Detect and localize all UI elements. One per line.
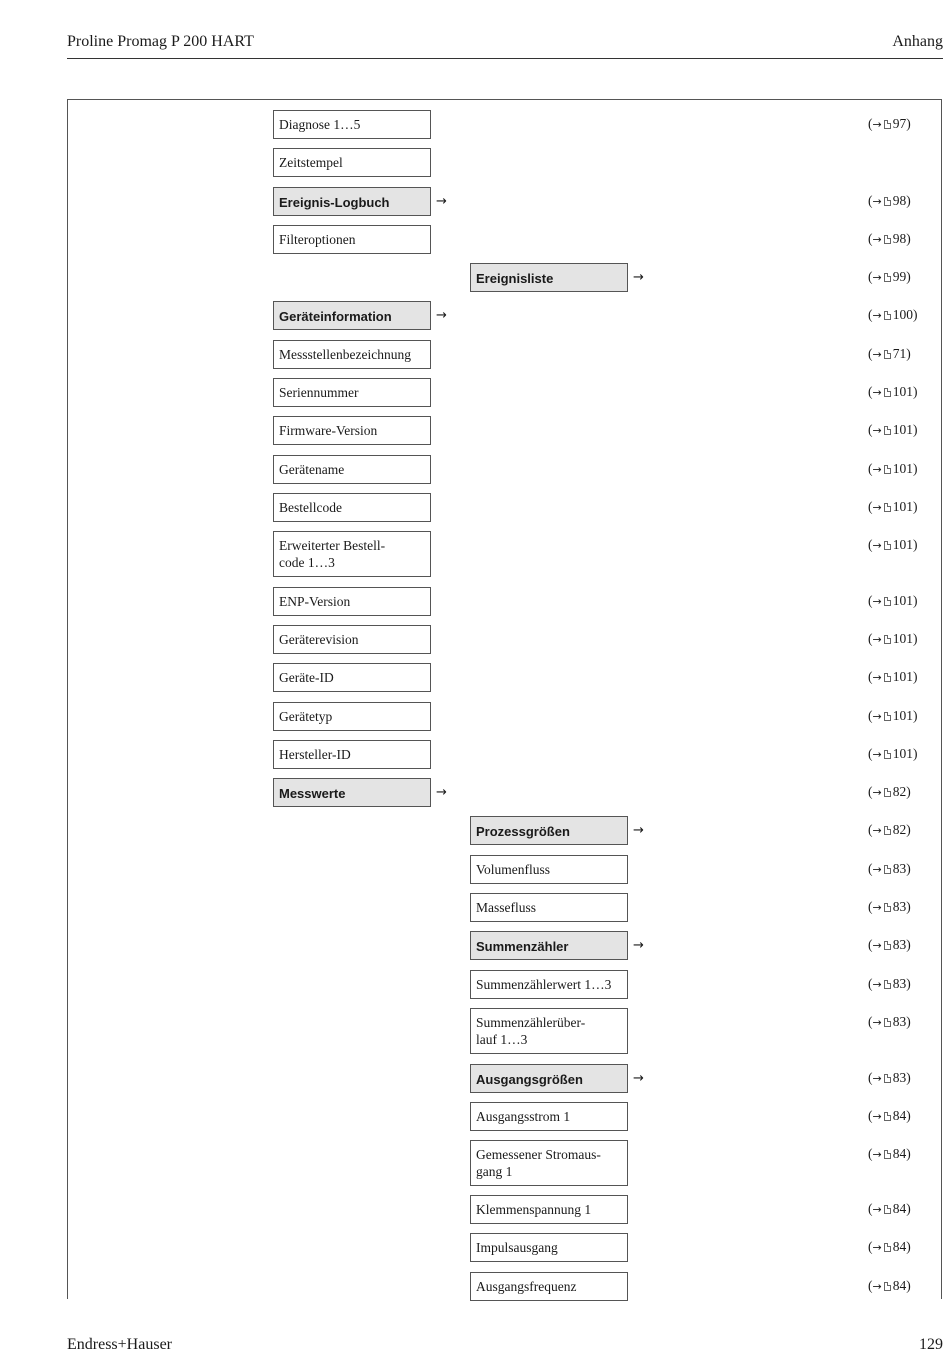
submenu-arrow-icon: →	[633, 823, 644, 838]
header-section: Anhang	[892, 33, 943, 50]
page-reference-number: 101	[892, 669, 913, 684]
page-reference-number: 101	[892, 461, 913, 476]
menu-item: Ereignis-Logbuch	[273, 187, 431, 216]
page-reference-number: 82	[892, 822, 907, 837]
arrow-icon: →	[872, 978, 882, 991]
page-icon	[884, 388, 891, 397]
page-reference: (→ 83)	[868, 976, 911, 991]
page-icon	[884, 750, 891, 759]
page-icon	[884, 197, 891, 206]
submenu-arrow-icon: →	[633, 1071, 644, 1086]
menu-item: Bestellcode	[273, 493, 431, 522]
menu-item: Messstellenbezeichnung	[273, 340, 431, 369]
page-icon	[884, 1018, 891, 1027]
page-icon	[884, 273, 891, 282]
page-icon	[884, 673, 891, 682]
page-icon	[884, 426, 891, 435]
page-icon	[884, 1243, 891, 1252]
header-title: Proline Promag P 200 HART	[67, 33, 254, 50]
footer-company: Endress+Hauser	[67, 1336, 172, 1353]
page-reference: (→ 83)	[868, 937, 911, 952]
arrow-icon: →	[872, 309, 882, 322]
page-icon	[884, 1205, 891, 1214]
page-reference: (→ 101)	[868, 537, 918, 552]
page-reference-number: 98	[892, 231, 907, 246]
arrow-icon: →	[872, 939, 882, 952]
page-reference: (→ 83)	[868, 899, 911, 914]
page-reference: (→ 101)	[868, 708, 918, 723]
menu-item: Gerätename	[273, 455, 431, 484]
page-icon	[884, 597, 891, 606]
page-reference-number: 100	[892, 307, 913, 322]
arrow-icon: →	[872, 1016, 882, 1029]
page-reference: (→ 84)	[868, 1239, 911, 1254]
arrow-icon: →	[872, 1203, 882, 1216]
page-reference-number: 101	[892, 593, 913, 608]
page-reference-number: 83	[892, 976, 907, 991]
page-reference-number: 101	[892, 384, 913, 399]
page-icon	[884, 788, 891, 797]
page-reference-number: 101	[892, 537, 913, 552]
page-reference: (→ 71)	[868, 346, 911, 361]
page-reference: (→ 84)	[868, 1278, 911, 1293]
page-reference-number: 83	[892, 861, 907, 876]
arrow-icon: →	[872, 424, 882, 437]
page-reference-number: 101	[892, 499, 913, 514]
page-reference: (→ 83)	[868, 861, 911, 876]
submenu-arrow-icon: →	[436, 785, 447, 800]
menu-item: Gemessener Stromaus- gang 1	[470, 1140, 628, 1186]
page-icon	[884, 1150, 891, 1159]
page-reference-number: 101	[892, 746, 913, 761]
arrow-icon: →	[872, 1241, 882, 1254]
page-reference: (→ 101)	[868, 461, 918, 476]
page-reference-number: 98	[892, 193, 907, 208]
submenu-arrow-icon: →	[633, 270, 644, 285]
page-reference: (→ 84)	[868, 1108, 911, 1123]
menu-item: Volumenfluss	[470, 855, 628, 884]
page-reference-number: 71	[892, 346, 907, 361]
page-reference-number: 84	[892, 1278, 907, 1293]
menu-item: Messwerte	[273, 778, 431, 807]
page-reference-number: 82	[892, 784, 907, 799]
page-icon	[884, 541, 891, 550]
submenu-arrow-icon: →	[436, 308, 447, 323]
page-icon	[884, 503, 891, 512]
arrow-icon: →	[872, 118, 882, 131]
arrow-icon: →	[872, 633, 882, 646]
page-reference: (→ 98)	[868, 193, 911, 208]
menu-item: Massefluss	[470, 893, 628, 922]
arrow-icon: →	[872, 539, 882, 552]
menu-item: Summenzählerwert 1…3	[470, 970, 628, 999]
page-icon	[884, 941, 891, 950]
arrow-icon: →	[872, 348, 882, 361]
arrow-icon: →	[872, 595, 882, 608]
menu-item: Geräte-ID	[273, 663, 431, 692]
page-reference-number: 101	[892, 631, 913, 646]
page-reference: (→ 101)	[868, 746, 918, 761]
menu-item: Summenzählerüber- lauf 1…3	[470, 1008, 628, 1054]
menu-item: Ausgangsstrom 1	[470, 1102, 628, 1131]
arrow-icon: →	[872, 786, 882, 799]
menu-item: Diagnose 1…5	[273, 110, 431, 139]
menu-item: Seriennummer	[273, 378, 431, 407]
menu-item: Filteroptionen	[273, 225, 431, 254]
page-reference: (→ 100)	[868, 307, 918, 322]
page-icon	[884, 980, 891, 989]
page-reference-number: 84	[892, 1108, 907, 1123]
page-reference: (→ 98)	[868, 231, 911, 246]
page-reference-number: 97	[892, 116, 907, 131]
page-reference: (→ 97)	[868, 116, 911, 131]
submenu-arrow-icon: →	[633, 938, 644, 953]
arrow-icon: →	[872, 386, 882, 399]
page-icon	[884, 903, 891, 912]
page-reference: (→ 83)	[868, 1070, 911, 1085]
page-icon	[884, 865, 891, 874]
page-reference-number: 84	[892, 1201, 907, 1216]
arrow-icon: →	[872, 195, 882, 208]
menu-item: Zeitstempel	[273, 148, 431, 177]
page-reference: (→ 101)	[868, 499, 918, 514]
menu-item: Ereignisliste	[470, 263, 628, 292]
menu-item: Hersteller-ID	[273, 740, 431, 769]
arrow-icon: →	[872, 1280, 882, 1293]
page-reference: (→ 84)	[868, 1201, 911, 1216]
arrow-icon: →	[872, 671, 882, 684]
page-reference: (→ 101)	[868, 422, 918, 437]
arrow-icon: →	[872, 501, 882, 514]
arrow-icon: →	[872, 463, 882, 476]
page-reference-number: 84	[892, 1146, 907, 1161]
page-icon	[884, 1074, 891, 1083]
page-icon	[884, 465, 891, 474]
arrow-icon: →	[872, 863, 882, 876]
page-icon	[884, 120, 891, 129]
arrow-icon: →	[872, 901, 882, 914]
page-icon	[884, 635, 891, 644]
page-reference-number: 83	[892, 937, 907, 952]
page-reference-number: 99	[892, 269, 907, 284]
page-reference: (→ 101)	[868, 384, 918, 399]
arrow-icon: →	[872, 233, 882, 246]
arrow-icon: →	[872, 1072, 882, 1085]
arrow-icon: →	[872, 748, 882, 761]
menu-item: Klemmenspannung 1	[470, 1195, 628, 1224]
page-reference-number: 101	[892, 708, 913, 723]
page-icon	[884, 311, 891, 320]
arrow-icon: →	[872, 271, 882, 284]
page-reference: (→ 99)	[868, 269, 911, 284]
menu-item: Gerätetyp	[273, 702, 431, 731]
menu-item: Geräterevision	[273, 625, 431, 654]
arrow-icon: →	[872, 1148, 882, 1161]
page-reference-number: 84	[892, 1239, 907, 1254]
page-icon	[884, 1282, 891, 1291]
menu-item: Ausgangsfrequenz	[470, 1272, 628, 1301]
submenu-arrow-icon: →	[436, 194, 447, 209]
page-reference: (→ 82)	[868, 784, 911, 799]
page-icon	[884, 1112, 891, 1121]
arrow-icon: →	[872, 1110, 882, 1123]
page-reference-number: 83	[892, 1014, 907, 1029]
menu-item: Summenzähler	[470, 931, 628, 960]
page-icon	[884, 235, 891, 244]
page-icon	[884, 350, 891, 359]
page-reference: (→ 83)	[868, 1014, 911, 1029]
page-icon	[884, 826, 891, 835]
menu-item: Erweiterter Bestell- code 1…3	[273, 531, 431, 577]
menu-item: ENP-Version	[273, 587, 431, 616]
page-reference-number: 101	[892, 422, 913, 437]
page-reference: (→ 101)	[868, 631, 918, 646]
menu-item: Firmware-Version	[273, 416, 431, 445]
arrow-icon: →	[872, 710, 882, 723]
menu-item: Ausgangsgrößen	[470, 1064, 628, 1093]
menu-item: Geräteinformation	[273, 301, 431, 330]
page-reference: (→ 101)	[868, 669, 918, 684]
page-reference: (→ 84)	[868, 1146, 911, 1161]
page-number: 129	[919, 1336, 943, 1353]
page-reference-number: 83	[892, 1070, 907, 1085]
page-reference-number: 83	[892, 899, 907, 914]
arrow-icon: →	[872, 824, 882, 837]
page-reference: (→ 101)	[868, 593, 918, 608]
page-reference: (→ 82)	[868, 822, 911, 837]
menu-item: Prozessgrößen	[470, 816, 628, 845]
menu-item: Impulsausgang	[470, 1233, 628, 1262]
header-rule	[67, 58, 943, 59]
page-icon	[884, 712, 891, 721]
